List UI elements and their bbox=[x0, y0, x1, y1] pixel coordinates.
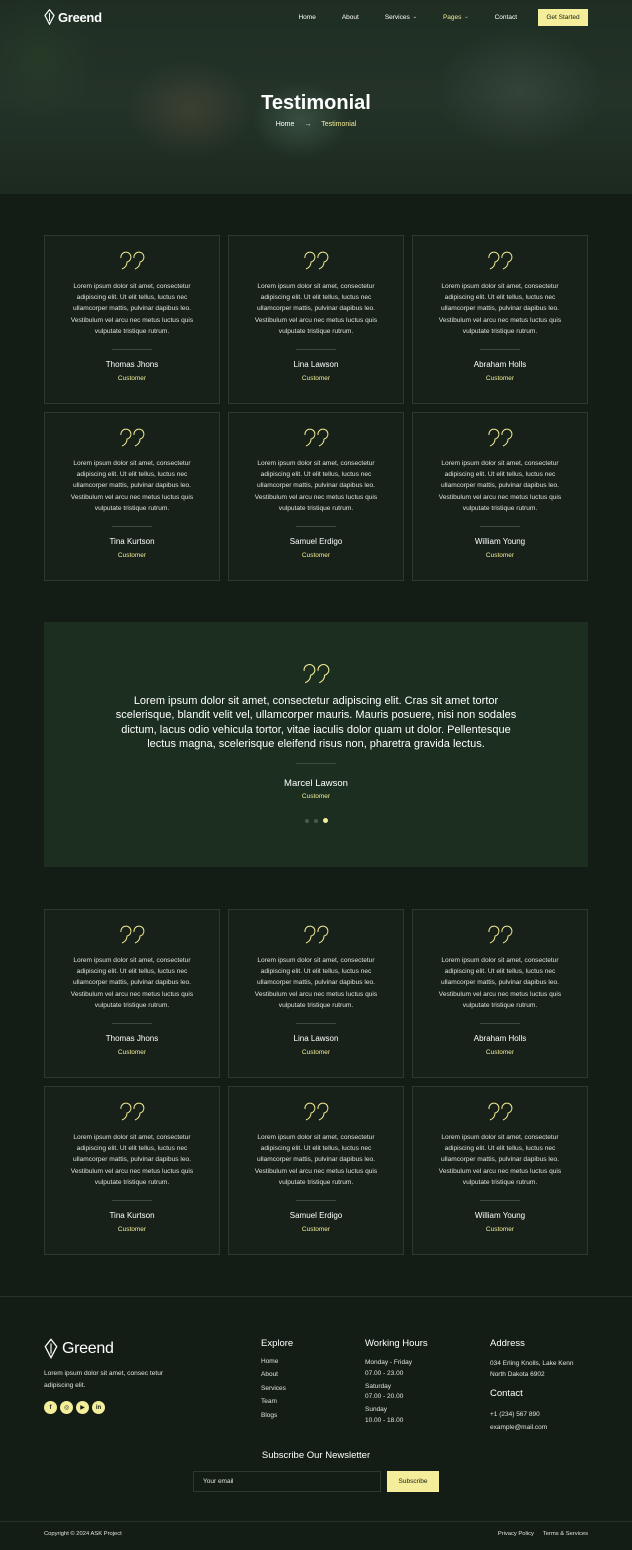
nav-item-contact[interactable] bbox=[495, 14, 517, 21]
quote-icon bbox=[487, 1101, 513, 1121]
working-hours-day: Saturday bbox=[365, 1382, 392, 1390]
divider bbox=[480, 526, 520, 527]
testimonial-text: Lorem ipsum dolor sit amet, consectetur adipiscing elit. Ut elit tellus, luctus nec ullamcorper mattis, pulvinar dapibus leo. Vestibulum vel arcu nec metus luctus quis vulputate tristique rutrum. bbox=[438, 283, 562, 335]
chevron-down-icon: ⌄ bbox=[464, 14, 469, 20]
nav-item-label: Pages bbox=[442, 13, 462, 21]
featured-quote-text: Lorem ipsum dolor sit amet, consectetur adipiscing elit. Cras sit amet tortor scelerisque, blandit velit vel, ullamcorper mauris. Mauris posuere, nisi non sodales dictum, lacus odio vehicula tortor, vitae iaculis dolor quam ut dolor. Pellentesque lectus magna, scelerisque eleifend risus non, pharetra gravida lectus. bbox=[115, 695, 517, 750]
testimonial-card bbox=[228, 235, 404, 404]
brand-name: Greend bbox=[58, 9, 102, 25]
address-line-2: North Dakota 6902 bbox=[490, 1371, 545, 1378]
testimonial-author-name: William Young bbox=[474, 1211, 526, 1221]
contact-heading: Contact bbox=[490, 1388, 523, 1399]
testimonial-card bbox=[44, 412, 220, 581]
testimonial-card bbox=[228, 412, 404, 581]
nav-item-services[interactable] bbox=[385, 14, 417, 21]
page-title: Testimonial bbox=[261, 92, 371, 114]
arrow-right-icon: → bbox=[304, 121, 312, 128]
nav-item-label: Services bbox=[384, 13, 410, 21]
testimonial-author-role: Customer bbox=[301, 1226, 331, 1234]
testimonial-card bbox=[44, 235, 220, 404]
working-hours-time: 07.00 - 20.00 bbox=[365, 1393, 404, 1401]
testimonial-grid-bottom bbox=[44, 909, 588, 1255]
breadcrumb-current: Testimonial bbox=[321, 121, 357, 128]
newsletter-heading: Subscribe Our Newsletter bbox=[261, 1450, 371, 1461]
testimonial-author-name: Thomas Jhons bbox=[105, 1034, 159, 1044]
legal-link[interactable]: Privacy Policy bbox=[497, 1531, 534, 1537]
explore-heading: Explore bbox=[261, 1338, 294, 1349]
slider-dot-3[interactable] bbox=[323, 818, 328, 823]
linkedin-icon[interactable]: in bbox=[92, 1401, 105, 1414]
contact-email[interactable]: example@mail.com bbox=[490, 1424, 548, 1431]
testimonial-text: Lorem ipsum dolor sit amet, consectetur adipiscing elit. Ut elit tellus, luctus nec ullamcorper mattis, pulvinar dapibus leo. Vestibulum vel arcu nec metus luctus quis vulputate tristique rutrum. bbox=[70, 1134, 194, 1186]
featured-testimonial-slider bbox=[44, 622, 588, 867]
divider bbox=[296, 526, 336, 527]
nav-item-pages[interactable] bbox=[443, 14, 469, 21]
breadcrumb-home-link[interactable]: Home bbox=[275, 121, 295, 128]
brand-logo[interactable] bbox=[44, 9, 102, 25]
footer-link-services[interactable]: Services bbox=[261, 1384, 286, 1392]
quote-icon bbox=[303, 427, 329, 447]
nav-item-label: Home bbox=[298, 13, 316, 21]
testimonial-author-role: Customer bbox=[117, 375, 147, 383]
quote-icon bbox=[303, 250, 329, 270]
testimonial-grid-top bbox=[44, 235, 588, 581]
quote-icon bbox=[487, 250, 513, 270]
testimonial-card bbox=[228, 1086, 404, 1255]
quote-icon bbox=[487, 427, 513, 447]
footer-link-team[interactable]: Team bbox=[261, 1398, 277, 1406]
testimonial-author-role: Customer bbox=[117, 552, 147, 560]
testimonial-text: Lorem ipsum dolor sit amet, consectetur adipiscing elit. Ut elit tellus, luctus nec ullamcorper mattis, pulvinar dapibus leo. Vestibulum vel arcu nec metus luctus quis vulputate tristique rutrum. bbox=[70, 283, 194, 335]
footer-brand-logo[interactable] bbox=[44, 1338, 114, 1359]
testimonial-text: Lorem ipsum dolor sit amet, consectetur adipiscing elit. Ut elit tellus, luctus nec ullamcorper mattis, pulvinar dapibus leo. Vestibulum vel arcu nec metus luctus quis vulputate tristique rutrum. bbox=[254, 957, 378, 1009]
hero-banner bbox=[0, 0, 632, 194]
testimonial-card bbox=[44, 1086, 220, 1255]
divider bbox=[296, 1200, 336, 1201]
quote-icon bbox=[302, 662, 330, 684]
copyright-text: Copyright © 2024 ASK Project bbox=[44, 1531, 122, 1537]
divider bbox=[296, 763, 336, 764]
leaf-logo-icon bbox=[44, 9, 55, 25]
quote-icon bbox=[119, 924, 145, 944]
testimonial-text: Lorem ipsum dolor sit amet, consectetur adipiscing elit. Ut elit tellus, luctus nec ullamcorper mattis, pulvinar dapibus leo. Vestibulum vel arcu nec metus luctus quis vulputate tristique rutrum. bbox=[70, 957, 194, 1009]
featured-author-name: Marcel Lawson bbox=[284, 778, 348, 790]
leaf-logo-icon bbox=[44, 1338, 58, 1359]
footer-divider-top bbox=[0, 1296, 632, 1297]
slider-dot-2[interactable] bbox=[314, 819, 318, 823]
working-hours-heading: Working Hours bbox=[365, 1338, 428, 1349]
get-started-button[interactable]: Get Started bbox=[538, 9, 588, 26]
quote-icon bbox=[119, 427, 145, 447]
testimonial-text: Lorem ipsum dolor sit amet, consectetur adipiscing elit. Ut elit tellus, luctus nec ullamcorper mattis, pulvinar dapibus leo. Vestibulum vel arcu nec metus luctus quis vulputate tristique rutrum. bbox=[254, 283, 378, 335]
working-hours-entry bbox=[365, 1405, 428, 1427]
quote-icon bbox=[119, 1101, 145, 1121]
quote-icon bbox=[303, 1101, 329, 1121]
testimonial-text: Lorem ipsum dolor sit amet, consectetur adipiscing elit. Ut elit tellus, luctus nec ullamcorper mattis, pulvinar dapibus leo. Vestibulum vel arcu nec metus luctus quis vulputate tristique rutrum. bbox=[438, 957, 562, 1009]
instagram-icon[interactable]: ◎ bbox=[60, 1401, 73, 1414]
testimonial-author-role: Customer bbox=[485, 552, 515, 560]
slider-dot-1[interactable] bbox=[305, 819, 309, 823]
testimonial-author-name: William Young bbox=[474, 537, 526, 547]
footer-link-home[interactable]: Home bbox=[261, 1358, 279, 1365]
testimonial-author-role: Customer bbox=[485, 1049, 515, 1057]
testimonial-author-role: Customer bbox=[301, 1049, 331, 1057]
nav-item-about[interactable] bbox=[342, 14, 359, 21]
slider-dots bbox=[305, 818, 328, 823]
main-menu bbox=[272, 14, 517, 21]
divider bbox=[480, 349, 520, 350]
testimonial-card bbox=[412, 1086, 588, 1255]
address-line-1: 034 Erling Knolls, Lake Kenn bbox=[490, 1360, 574, 1367]
testimonial-author-name: Tina Kurtson bbox=[109, 1211, 155, 1221]
footer-brand-name: Greend bbox=[62, 1339, 114, 1357]
divider bbox=[296, 349, 336, 350]
divider bbox=[296, 1023, 336, 1024]
testimonial-author-name: Lina Lawson bbox=[293, 1034, 339, 1044]
chevron-down-icon: ⌄ bbox=[412, 14, 417, 20]
nav-item-home[interactable] bbox=[298, 14, 315, 21]
working-hours-day: Monday - Friday bbox=[365, 1359, 412, 1366]
testimonial-author-name: Lina Lawson bbox=[293, 360, 339, 370]
testimonial-author-name: Tina Kurtson bbox=[109, 537, 155, 547]
testimonial-author-role: Customer bbox=[485, 1226, 515, 1234]
working-hours-entry bbox=[365, 1358, 428, 1380]
testimonial-card bbox=[228, 909, 404, 1078]
divider bbox=[112, 349, 152, 350]
divider bbox=[480, 1023, 520, 1024]
explore-links bbox=[261, 1358, 293, 1425]
testimonial-author-role: Customer bbox=[301, 552, 331, 560]
footer-explore bbox=[261, 1338, 293, 1425]
nav-item-label: About bbox=[341, 13, 359, 21]
footer-link-blogs[interactable]: Blogs bbox=[261, 1411, 278, 1419]
divider bbox=[480, 1200, 520, 1201]
social-links bbox=[44, 1401, 105, 1414]
top-nav bbox=[44, 8, 588, 26]
testimonial-card bbox=[412, 235, 588, 404]
divider bbox=[112, 1023, 152, 1024]
testimonial-text: Lorem ipsum dolor sit amet, consectetur adipiscing elit. Ut elit tellus, luctus nec ullamcorper mattis, pulvinar dapibus leo. Vestibulum vel arcu nec metus luctus quis vulputate tristique rutrum. bbox=[254, 460, 378, 512]
subscribe-button[interactable]: Subscribe bbox=[387, 1471, 439, 1492]
testimonial-card bbox=[412, 412, 588, 581]
testimonial-author-name: Abraham Holls bbox=[473, 360, 527, 370]
divider bbox=[112, 1200, 152, 1201]
footer-link-about[interactable]: About bbox=[261, 1371, 278, 1379]
legal-links bbox=[498, 1531, 588, 1537]
footer-working-hours bbox=[365, 1338, 428, 1429]
testimonial-author-name: Thomas Jhons bbox=[105, 360, 159, 370]
working-hours-day: Sunday bbox=[365, 1406, 388, 1414]
testimonial-text: Lorem ipsum dolor sit amet, consectetur adipiscing elit. Ut elit tellus, luctus nec ullamcorper mattis, pulvinar dapibus leo. Vestibulum vel arcu nec metus luctus quis vulputate tristique rutrum. bbox=[438, 460, 562, 512]
newsletter-email-input[interactable] bbox=[193, 1471, 381, 1492]
testimonial-author-role: Customer bbox=[117, 1226, 147, 1234]
contact-phone[interactable]: +1 (234) 567 890 bbox=[490, 1411, 540, 1418]
youtube-icon[interactable]: ▶ bbox=[76, 1401, 89, 1414]
testimonial-text: Lorem ipsum dolor sit amet, consectetur adipiscing elit. Ut elit tellus, luctus nec ullamcorper mattis, pulvinar dapibus leo. Vestibulum vel arcu nec metus luctus quis vulputate tristique rutrum. bbox=[70, 460, 194, 512]
testimonial-author-name: Samuel Erdigo bbox=[289, 1211, 343, 1221]
facebook-icon[interactable]: f bbox=[44, 1401, 57, 1414]
testimonial-card bbox=[412, 909, 588, 1078]
testimonial-author-name: Abraham Holls bbox=[473, 1034, 527, 1044]
breadcrumb bbox=[0, 121, 632, 128]
footer-about-text: Lorem ipsum dolor sit amet, consec tetur adipiscing elit. bbox=[44, 1370, 164, 1389]
nav-item-label: Contact bbox=[494, 13, 517, 21]
featured-author-role: Customer bbox=[301, 793, 331, 801]
testimonial-text: Lorem ipsum dolor sit amet, consectetur adipiscing elit. Ut elit tellus, luctus nec ullamcorper mattis, pulvinar dapibus leo. Vestibulum vel arcu nec metus luctus quis vulputate tristique rutrum. bbox=[254, 1134, 378, 1186]
testimonial-author-role: Customer bbox=[485, 375, 515, 383]
working-hours-time: 10.00 - 18.00 bbox=[365, 1416, 404, 1424]
testimonial-text: Lorem ipsum dolor sit amet, consectetur adipiscing elit. Ut elit tellus, luctus nec ullamcorper mattis, pulvinar dapibus leo. Vestibulum vel arcu nec metus luctus quis vulputate tristique rutrum. bbox=[438, 1134, 562, 1186]
testimonial-card bbox=[44, 909, 220, 1078]
quote-icon bbox=[487, 924, 513, 944]
working-hours-time: 07.00 - 23.00 bbox=[365, 1369, 404, 1377]
legal-link[interactable]: Terms & Services bbox=[542, 1531, 588, 1537]
testimonial-author-name: Samuel Erdigo bbox=[289, 537, 343, 547]
working-hours-list bbox=[365, 1358, 428, 1427]
divider bbox=[112, 526, 152, 527]
quote-icon bbox=[303, 924, 329, 944]
testimonial-author-role: Customer bbox=[117, 1049, 147, 1057]
quote-icon bbox=[119, 250, 145, 270]
address-heading: Address bbox=[490, 1338, 525, 1349]
footer-divider-bottom bbox=[0, 1521, 632, 1522]
testimonial-author-role: Customer bbox=[301, 375, 331, 383]
working-hours-entry bbox=[365, 1382, 428, 1404]
footer-address bbox=[490, 1338, 573, 1434]
